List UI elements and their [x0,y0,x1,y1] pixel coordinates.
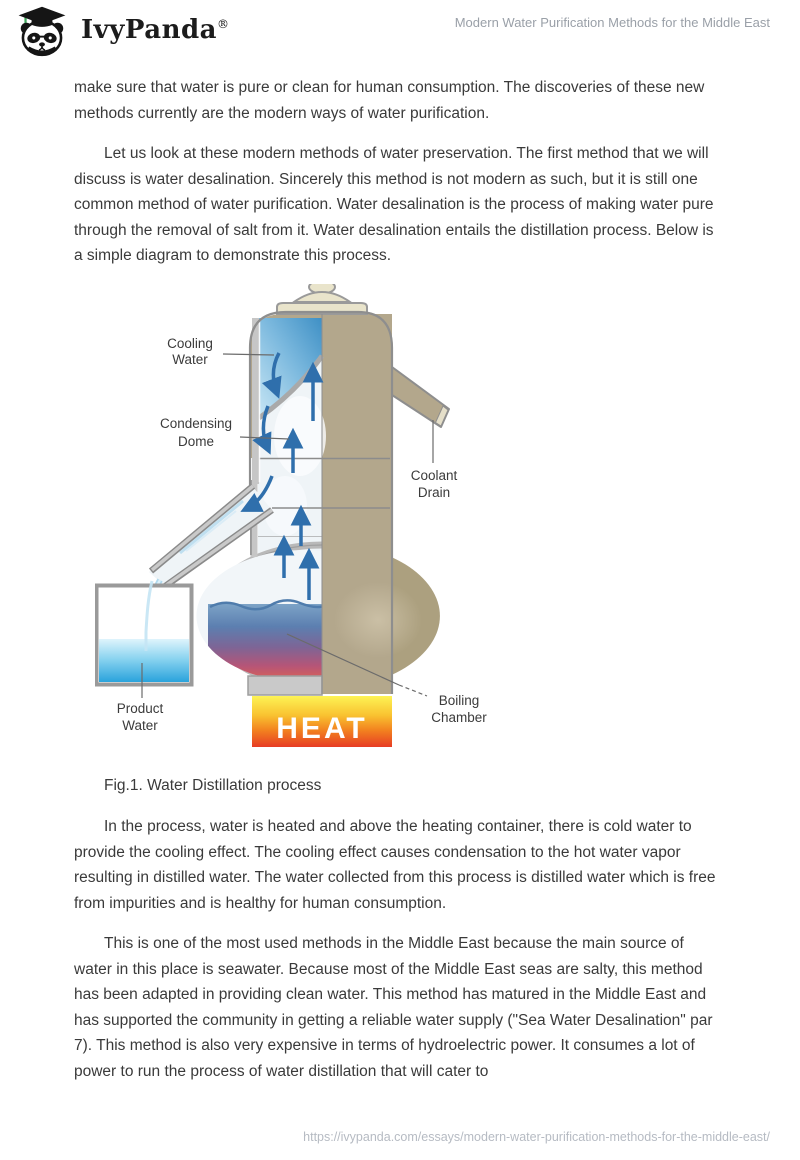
product-water-label: Product [116,700,164,716]
paragraph: In the process, water is heated and above the heating container, there is cold water to provide the cooling effect. The cooling effect causes condensation to the hot water vapor resulting in distilled water. The water collected from this process is distilled water which is free from impurities and is healthy for human consumption. [74,818,716,912]
heat-source [252,696,392,747]
product-water-container [97,581,192,685]
condensing-dome-label: Dome [177,433,215,449]
brand-name [81,15,230,45]
cooling-water-label: Water [172,351,208,367]
paragraph: Let us look at these modern methods of water preservation. The first method that we will discuss is water desalination. Sincerely this method is not modern as such, but it is still one common method of water purification. Water desalination is the process of making water pure through the removal of salt from it. Water desalination entails the distillation process. Below is a simple diagram to demonstrate this process. [74,145,714,264]
product-water-label: Water [122,717,158,733]
heat-label: HEAT [276,711,368,745]
figure-caption: Fig.1. Water Distillation process [104,776,322,794]
paragraph: This is one of the most used methods in the Middle East because the main source of water in this place is seawater. Because most of the Middle East seas are salty, this method has been adapted in providing clean water. This method has matured in the Middle East and has supported the community in getting a reliable water supply ("Sea Water Desalination" par 7). This method is also very expensive in terms of hydroelectric power. It consumes a lot of power to run the process of water distillation that will cater to [74,935,713,1080]
coolant-drain-spout [392,367,449,427]
vessel-lid [277,284,367,314]
water-distillation-diagram [95,284,497,749]
condensing-dome-label: Condensing [159,415,233,431]
registered-mark: ® [217,17,230,31]
essay-content [74,75,726,1099]
document-title: Modern Water Purification Methods for the Middle East [454,15,770,30]
brand-text: IvyPanda [81,15,218,45]
boiling-chamber-label: Boiling [438,692,480,708]
flask-pedestal [248,676,322,695]
boiling-chamber-flask [196,545,324,687]
paragraph: make sure that water is pure or clean for human consumption. The discoveries of these new methods currently are the modern ways of water purification. [74,79,705,122]
distillation-figure [95,284,497,749]
cooling-water-label: Cooling [167,335,213,351]
coolant-drain-label: Drain [417,484,451,500]
ivypanda-logo [10,5,74,57]
coolant-drain-label: Coolant [410,467,458,483]
boiling-chamber-label: Chamber [431,709,487,725]
source-url: https://ivypanda.com/essays/modern-water-purification-methods-for-the-middle-east/ [303,1130,770,1144]
